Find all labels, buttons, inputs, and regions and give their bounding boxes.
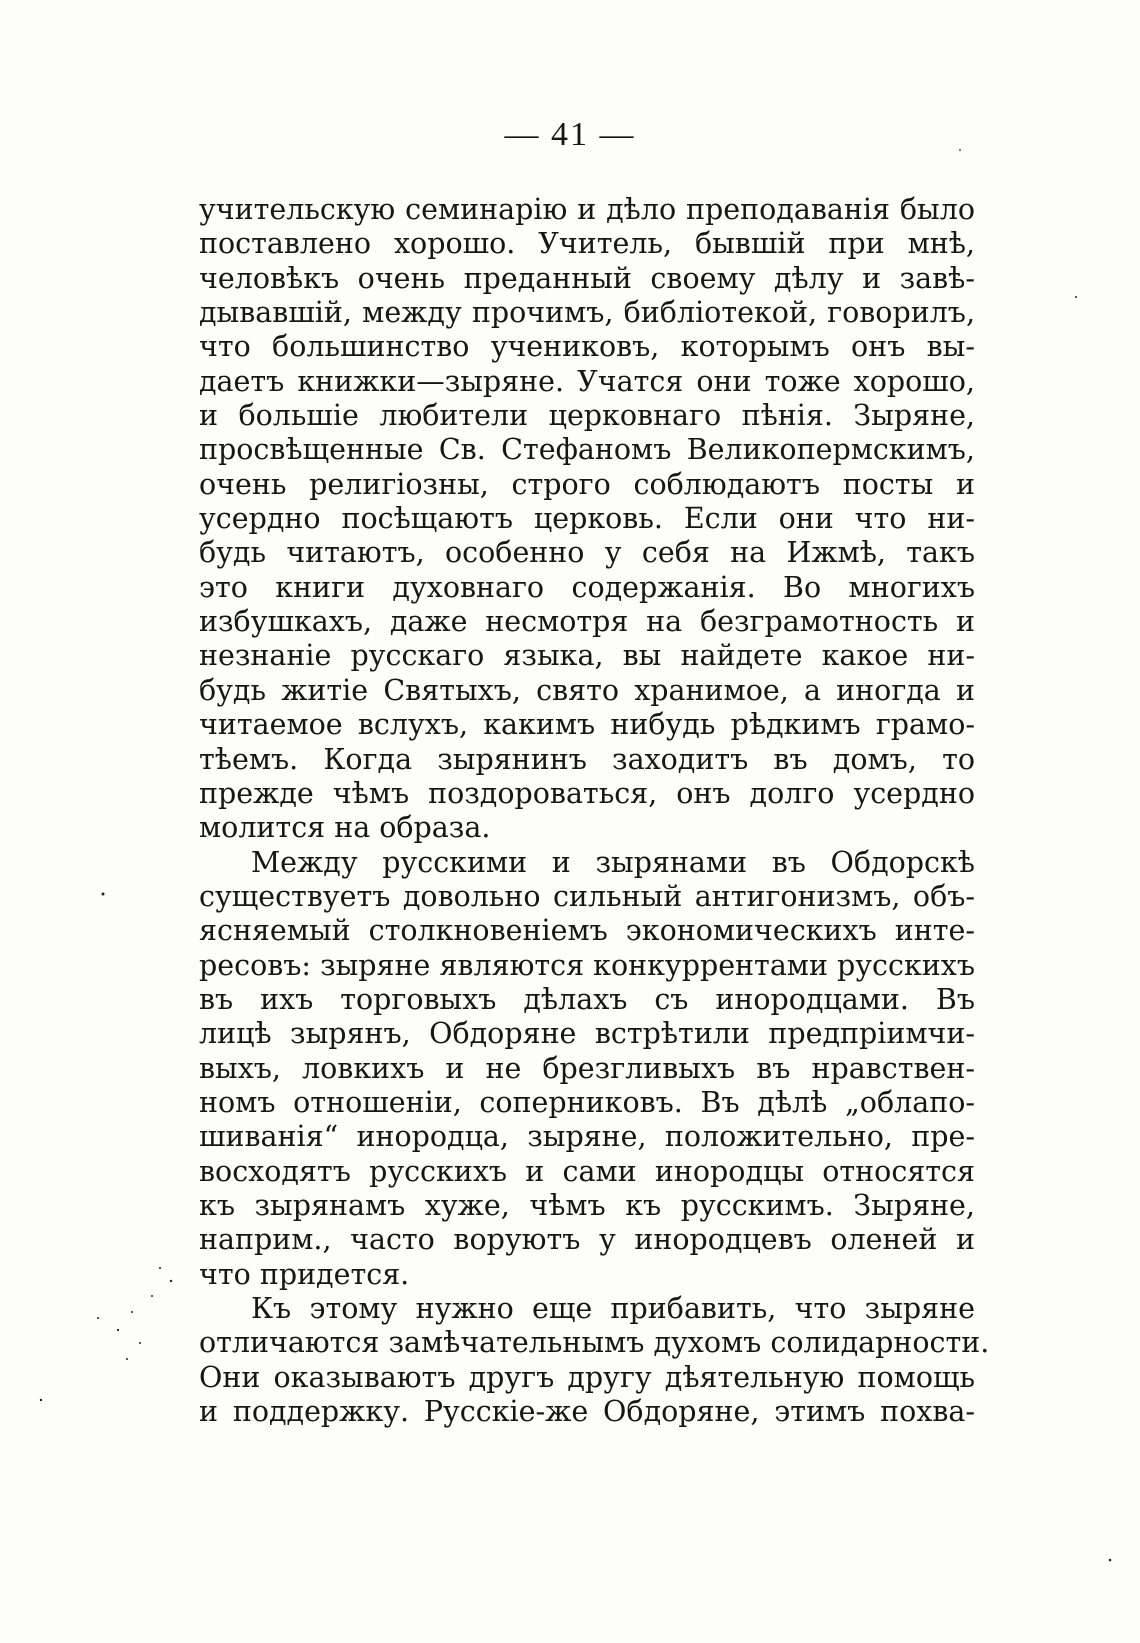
- text-line: читаемое вслухъ, какимъ нибудь рѣдкимъ грамо-: [199, 708, 975, 742]
- text-line: шиванія“ инородца, зыряне, положительно, пре-: [199, 1120, 975, 1154]
- text-block: [199, 193, 990, 1429]
- speck: [102, 893, 105, 896]
- page-number: — 41 —: [504, 116, 636, 153]
- text-line: существуетъ довольно сильный антигонизмъ, объ-: [199, 879, 975, 913]
- speck: [97, 1317, 99, 1319]
- text-line: Къ этому нужно еще прибавить, что зыряне: [251, 1292, 975, 1325]
- text-line: это книги духовнаго содержанія. Во многихъ: [199, 570, 975, 604]
- paragraph-1: [199, 193, 975, 846]
- text-line: Между русскими и зырянами въ Обдорскѣ: [251, 845, 975, 879]
- text-line: даетъ книжки—зыряне. Учатся они тоже хорошо,: [199, 364, 975, 398]
- text-line: учительскую семинарію и дѣло преподаванія было: [199, 193, 975, 226]
- text-line: Они оказываютъ другъ другу дѣятельную помощь: [199, 1360, 975, 1394]
- text-line: человѣкъ очень преданный своему дѣлу и завѣ-: [199, 261, 975, 295]
- text-line: номъ отношеніи, соперниковъ. Въ дѣлѣ „облапо-: [199, 1085, 975, 1119]
- text-line: усердно посѣщаютъ церковь. Если они что ни-: [199, 502, 975, 536]
- text-line: и поддержку. Русскіе-же Обдоряне, этимъ похва-: [199, 1395, 975, 1429]
- text-line: что придется.: [199, 1257, 410, 1291]
- text-line: къ зырянамъ хуже, чѣмъ къ русскимъ. Зыряне,: [199, 1188, 975, 1222]
- text-line: отличаются замѣчательнымъ духомъ солидарности.: [199, 1326, 990, 1360]
- text-line: наприм., часто воруютъ у инородцевъ оленей и: [199, 1223, 975, 1257]
- text-line: въ ихъ торговыхъ дѣлахъ съ инородцами. Въ: [199, 982, 975, 1016]
- text-line: избушкахъ, даже несмотря на безграмотность и: [199, 605, 975, 639]
- speck: [170, 1280, 172, 1282]
- paragraph-2: [199, 846, 975, 1292]
- text-line: просвѣщенные Св. Стефаномъ Великопермскимъ,: [199, 433, 975, 467]
- text-line: поставлено хорошо. Учитель, бывшій при мнѣ,: [199, 227, 975, 261]
- text-line: восходятъ русскихъ и сами инородцы относятся: [199, 1154, 975, 1188]
- speck: [1109, 1559, 1112, 1562]
- text-line: тѣемъ. Когда зырянинъ заходитъ въ домъ, то: [199, 742, 975, 776]
- text-line: прежде чѣмъ поздороваться, онъ долго усердно: [199, 776, 975, 810]
- speck: [40, 1399, 42, 1401]
- text-line: ясняемый столкновеніемъ экономическихъ инте-: [199, 914, 975, 948]
- text-line: лицѣ зырянъ, Обдоряне встрѣтили предпріимчи-: [199, 1017, 975, 1051]
- text-line: дывавшій, между прочимъ, библіотекой, говорилъ,: [199, 296, 975, 330]
- text-line: выхъ, ловкихъ и не брезгливыхъ въ нравствен-: [199, 1051, 975, 1085]
- text-line: молится на образа.: [199, 811, 491, 845]
- text-line: незнаніе русскаго языка, вы найдете какое ни-: [199, 639, 975, 673]
- text-line: что большинство учениковъ, которымъ онъ вы-: [199, 330, 975, 364]
- speck: [126, 1358, 128, 1360]
- text-line: будь житіе Святыхъ, свято хранимое, а иногда и: [199, 673, 975, 707]
- speck: [139, 1342, 141, 1344]
- speck: [131, 1311, 133, 1313]
- text-line: будь читаютъ, особенно у себя на Ижмѣ, такъ: [199, 536, 975, 570]
- text-line: и большіе любители церковнаго пѣнія. Зыряне,: [199, 399, 975, 433]
- speck: [1075, 296, 1077, 298]
- text-line: ресовъ: зыряне являются конкуррентами русскихъ: [199, 948, 975, 982]
- speck: [117, 1329, 119, 1331]
- text-line: очень религіозны, строго соблюдаютъ посты и: [199, 467, 975, 501]
- paragraph-3: [199, 1292, 990, 1429]
- speck: [159, 1267, 161, 1269]
- speck: [151, 1295, 153, 1297]
